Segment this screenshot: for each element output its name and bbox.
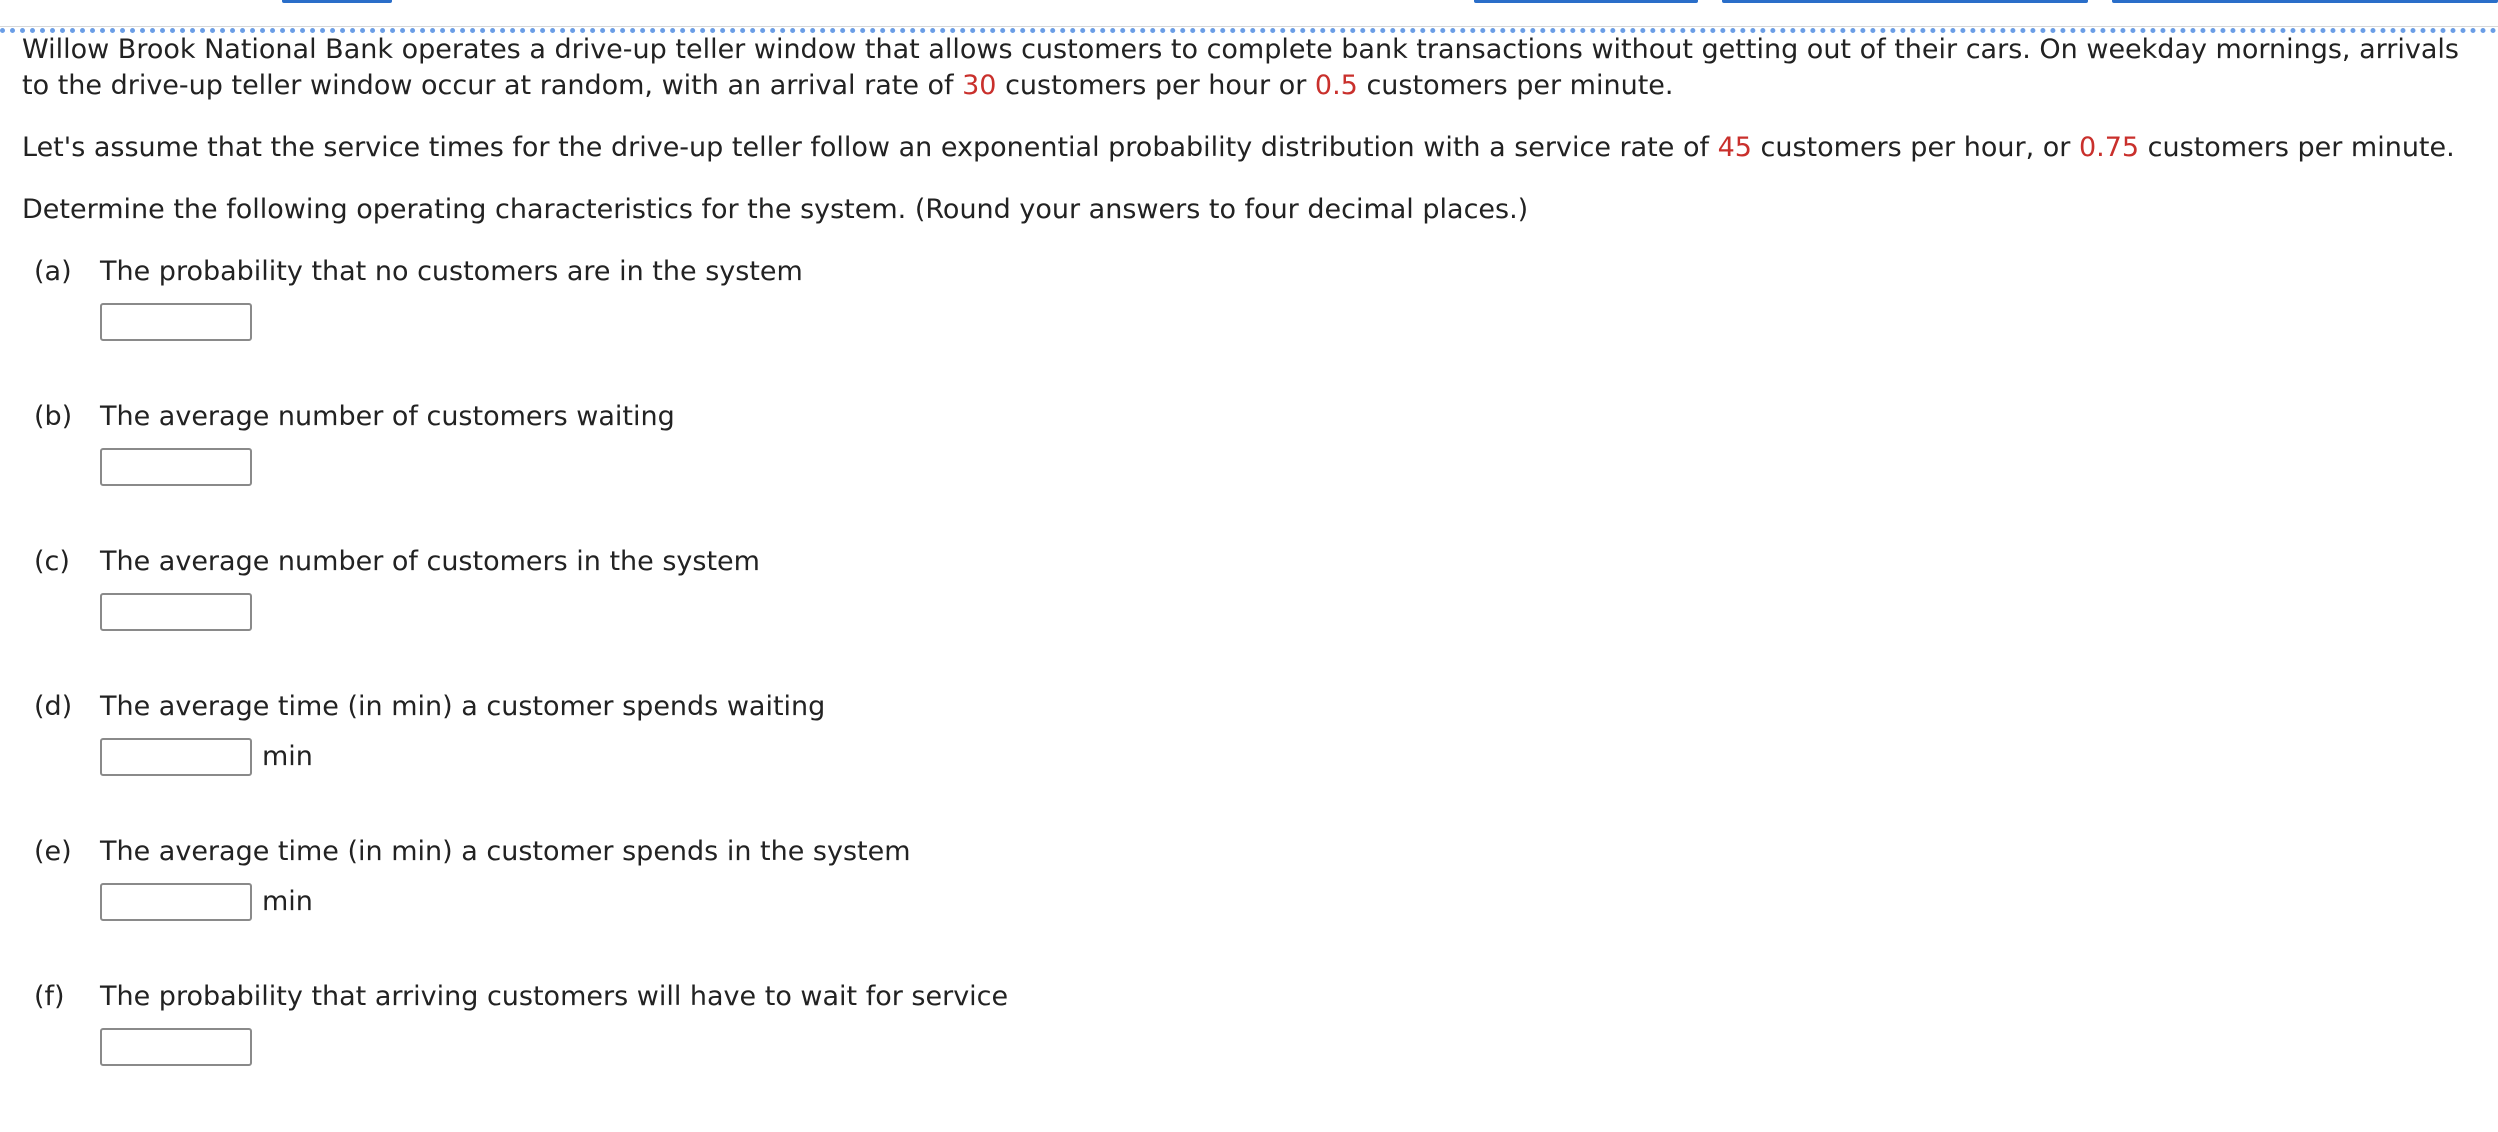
service-rate-hour: 45 [1717, 132, 1752, 163]
tab-1[interactable] [282, 0, 392, 3]
service-text-2: customers per hour, or [1751, 132, 2079, 163]
top-tab-bar [0, 0, 2498, 27]
problem-content [22, 32, 2482, 1124]
answer-row [100, 445, 252, 489]
intro-text-1: Willow Brook National Bank operates a drive-up teller window that allows customers to complete bank transactions without getting out of their cars. On weekday mornings, arrivals to the drive-up teller window occur at random, with an arrival rate of [22, 34, 2459, 101]
question-letter: (a) [34, 256, 72, 287]
answer-input-d[interactable] [100, 738, 252, 776]
tab-3[interactable] [1722, 0, 2088, 3]
tab-2[interactable] [1474, 0, 1698, 3]
arrival-rate-hour: 30 [962, 70, 997, 101]
answer-input-c[interactable] [100, 593, 252, 631]
question-e [22, 834, 2482, 979]
question-f [22, 979, 2482, 1124]
question-text: The average number of customers in the system [100, 546, 760, 577]
question-letter: (b) [34, 401, 73, 432]
question-letter: (d) [34, 691, 73, 722]
problem-intro [22, 32, 2482, 104]
answer-row [100, 735, 313, 779]
answer-row [100, 590, 252, 634]
question-text: The average time (in min) a customer spends waiting [100, 691, 826, 722]
question-c [22, 544, 2482, 689]
answer-input-f[interactable] [100, 1028, 252, 1066]
question-text: The probability that arriving customers will have to wait for service [100, 981, 1009, 1012]
tab-4[interactable] [2112, 0, 2498, 3]
intro-text-2: customers per hour or [996, 70, 1315, 101]
question-text: The average number of customers waiting [100, 401, 675, 432]
answer-row [100, 1025, 252, 1069]
service-rate-minute: 0.75 [2078, 132, 2140, 163]
instructions: Determine the following operating characteristics for the system. (Round your answers to four decimal places.) [22, 194, 1529, 225]
arrival-rate-minute: 0.5 [1314, 70, 1358, 101]
service-text-1: Let's assume that the service times for the drive-up teller follow an exponential probability distribution with a service rate of [22, 132, 1718, 163]
answer-input-b[interactable] [100, 448, 252, 486]
service-paragraph [22, 130, 2482, 166]
question-d [22, 689, 2482, 834]
answer-row [100, 880, 313, 924]
question-letter: (e) [34, 836, 72, 867]
service-text-3: customers per minute. [2139, 132, 2455, 163]
answer-input-a[interactable] [100, 303, 252, 341]
intro-text-3: customers per minute. [1357, 70, 1674, 101]
question-a [22, 254, 2482, 399]
question-list [22, 254, 2482, 1124]
question-letter: (f) [34, 981, 65, 1012]
unit-label: min [262, 886, 313, 917]
answer-input-e[interactable] [100, 883, 252, 921]
question-b [22, 399, 2482, 544]
answer-row [100, 300, 252, 344]
question-text: The probability that no customers are in the system [100, 256, 803, 287]
question-text: The average time (in min) a customer spends in the system [100, 836, 911, 867]
unit-label: min [262, 741, 313, 772]
question-letter: (c) [34, 546, 70, 577]
